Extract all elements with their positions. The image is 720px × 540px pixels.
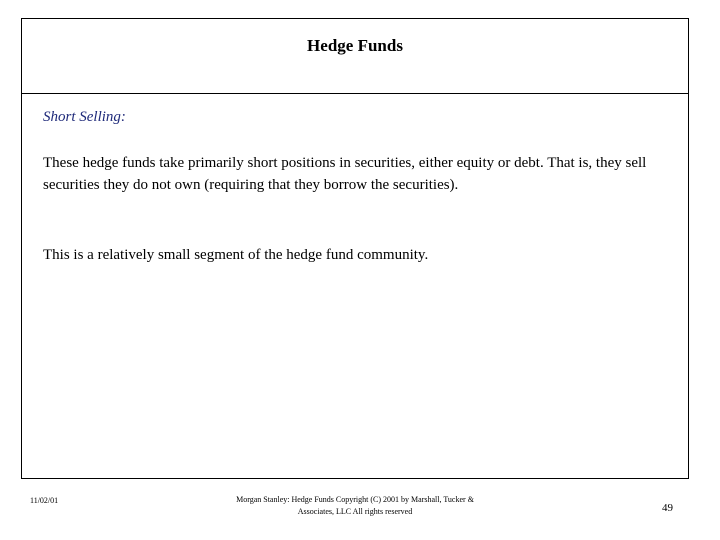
body-paragraph-2: This is a relatively small segment of the hedge fund community. [43,247,429,263]
body-paragraph-1: These hedge funds take primarily short positions in securities, either equity or debt. That is, they sell securities they do not own (requiring that they borrow the securities). [43,155,647,193]
footer-credit: Morgan Stanley: Hedge Funds Copyright (C) 2001 by Marshall, Tucker & Associates, LLC All rights reserved [236,495,474,516]
footer-date: 11/02/01 [30,496,59,505]
slide-title: Hedge Funds [307,36,403,55]
slide-frame [21,18,689,479]
title-divider [22,93,688,94]
section-subtitle: Short Selling: [43,109,126,125]
page-number: 49 [662,502,673,514]
